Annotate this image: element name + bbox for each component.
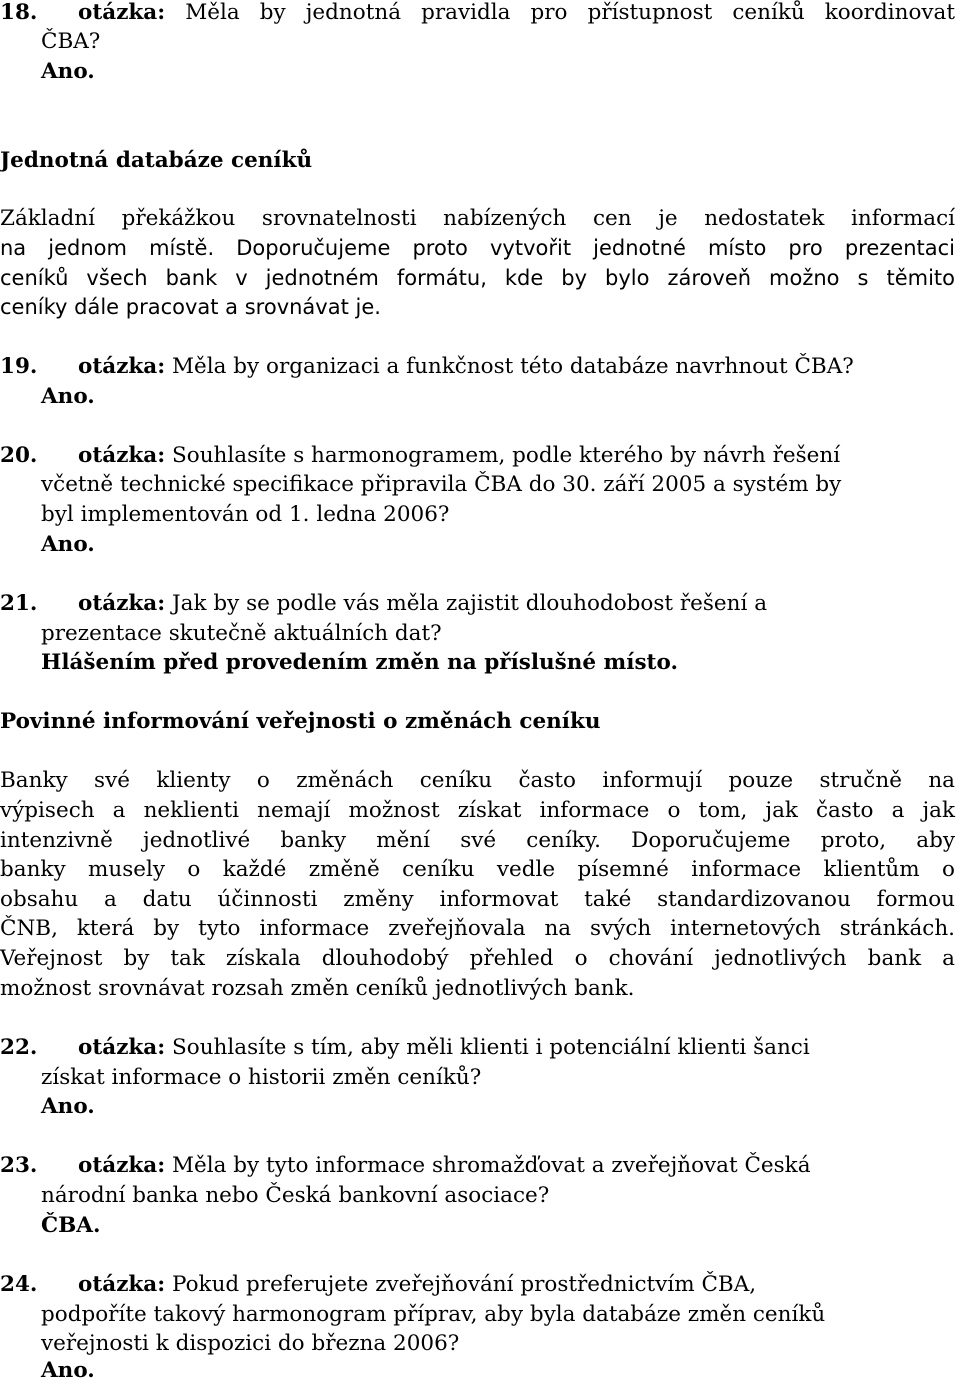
paragraph-line: na jednom místě. Doporučujeme proto vytvořit jednotné místo pro prezentaci	[0, 236, 955, 260]
question-label: otázka:	[78, 1153, 166, 1178]
question-label: otázka:	[78, 1272, 166, 1297]
question-text	[78, 1033, 810, 1063]
question-text-line: včetně technické specifikace připravila ČBA do 30. září 2005 a systém by	[41, 472, 842, 497]
question-label: otázka:	[78, 443, 166, 468]
question-number: 21.	[0, 591, 38, 616]
paragraph-line: možnost srovnávat rozsah změn ceníků jednotlivých bank.	[0, 976, 635, 1001]
paragraph-line: výpisech a neklienti nemají možnost získat informace o tom, jak často a jak	[0, 798, 955, 823]
answer: Ano.	[41, 1358, 95, 1383]
question-text-line: Jak by se podle vás měla zajistit dlouhodobost řešení a	[165, 591, 768, 616]
question-number: 23.	[0, 1153, 38, 1178]
paragraph-line: Veřejnost by tak získala dlouhodobý přehled o chování jednotlivých bank a	[0, 946, 955, 971]
question-label: otázka:	[78, 0, 166, 25]
question-label: otázka:	[78, 591, 166, 616]
paragraph-line: obsahu a datu účinnosti změny informovat také standardizovanou formou	[0, 887, 955, 912]
answer: Ano.	[41, 1094, 95, 1119]
question-number: 18.	[0, 0, 38, 25]
paragraph-line: Základní překážkou srovnatelnosti nabízených cen je nedostatek informací	[0, 206, 955, 231]
question-text	[78, 352, 854, 382]
question-text-line: prezentace skutečně aktuálních dat?	[41, 621, 442, 646]
question-text-line: Měla by organizaci a funkčnost této databáze navrhnout ČBA?	[165, 354, 854, 379]
question-number: 22.	[0, 1035, 38, 1060]
section-heading: Jednotná databáze ceníků	[0, 148, 313, 173]
answer: Ano.	[41, 59, 95, 84]
paragraph-line: Banky své klienty o změnách ceníku často informují pouze stručně na	[0, 768, 955, 793]
question-text-line: ČBA?	[41, 29, 101, 54]
question-text	[78, 1151, 811, 1181]
question-number: 19.	[0, 354, 38, 379]
question-label: otázka:	[78, 1035, 166, 1060]
question-text-line: získat informace o historii změn ceníků?	[41, 1065, 482, 1090]
paragraph-line: intenzivně jednotlivé banky mění své ceníky. Doporučujeme proto, aby	[0, 828, 955, 853]
question-text-line: veřejnosti k dispozici do března 2006?	[41, 1331, 460, 1356]
paragraph-line: ceníků všech bank v jednotném formátu, kde by bylo zároveň možno s těmito	[0, 266, 955, 290]
question-text	[78, 589, 767, 619]
paragraph-line: ČNB, která by tyto informace zveřejňovala na svých internetových stránkách.	[0, 916, 955, 941]
answer: ČBA.	[41, 1213, 101, 1238]
question-text-line: podpoříte takový harmonogram příprav, aby byla databáze změn ceníků	[41, 1302, 826, 1327]
question-text-line: národní banka nebo Česká bankovní asociace?	[41, 1183, 550, 1208]
paragraph-line: banky musely o každé změně ceníku vedle písemné informace klientům o	[0, 857, 955, 882]
question-text-line: byl implementován od 1. ledna 2006?	[41, 502, 450, 527]
answer: Ano.	[41, 532, 95, 557]
section-heading: Povinné informování veřejnosti o změnách ceníku	[0, 709, 601, 734]
question-text-line: Měla by tyto informace shromažďovat a zveřejňovat Česká	[165, 1153, 811, 1178]
question-number: 24.	[0, 1272, 38, 1297]
answer: Hlášením před provedením změn na příslušné místo.	[41, 650, 678, 675]
question-text	[78, 1270, 756, 1300]
question-text	[78, 441, 840, 471]
question-number: 20.	[0, 443, 38, 468]
question-text	[78, 0, 955, 28]
question-text-line: Souhlasíte s harmonogramem, podle kterého by návrh řešení	[165, 443, 841, 468]
paragraph-line: ceníky dále pracovat a srovnávat je.	[0, 295, 381, 319]
question-text-line: Souhlasíte s tím, aby měli klienti i potenciální klienti šanci	[165, 1035, 810, 1060]
answer: Ano.	[41, 384, 95, 409]
question-text-line: Pokud preferujete zveřejňování prostřednictvím ČBA,	[165, 1272, 757, 1297]
question-label: otázka:	[78, 354, 166, 379]
question-text-line: Měla by jednotná pravidla pro přístupnost ceníků koordinovat	[165, 0, 955, 25]
